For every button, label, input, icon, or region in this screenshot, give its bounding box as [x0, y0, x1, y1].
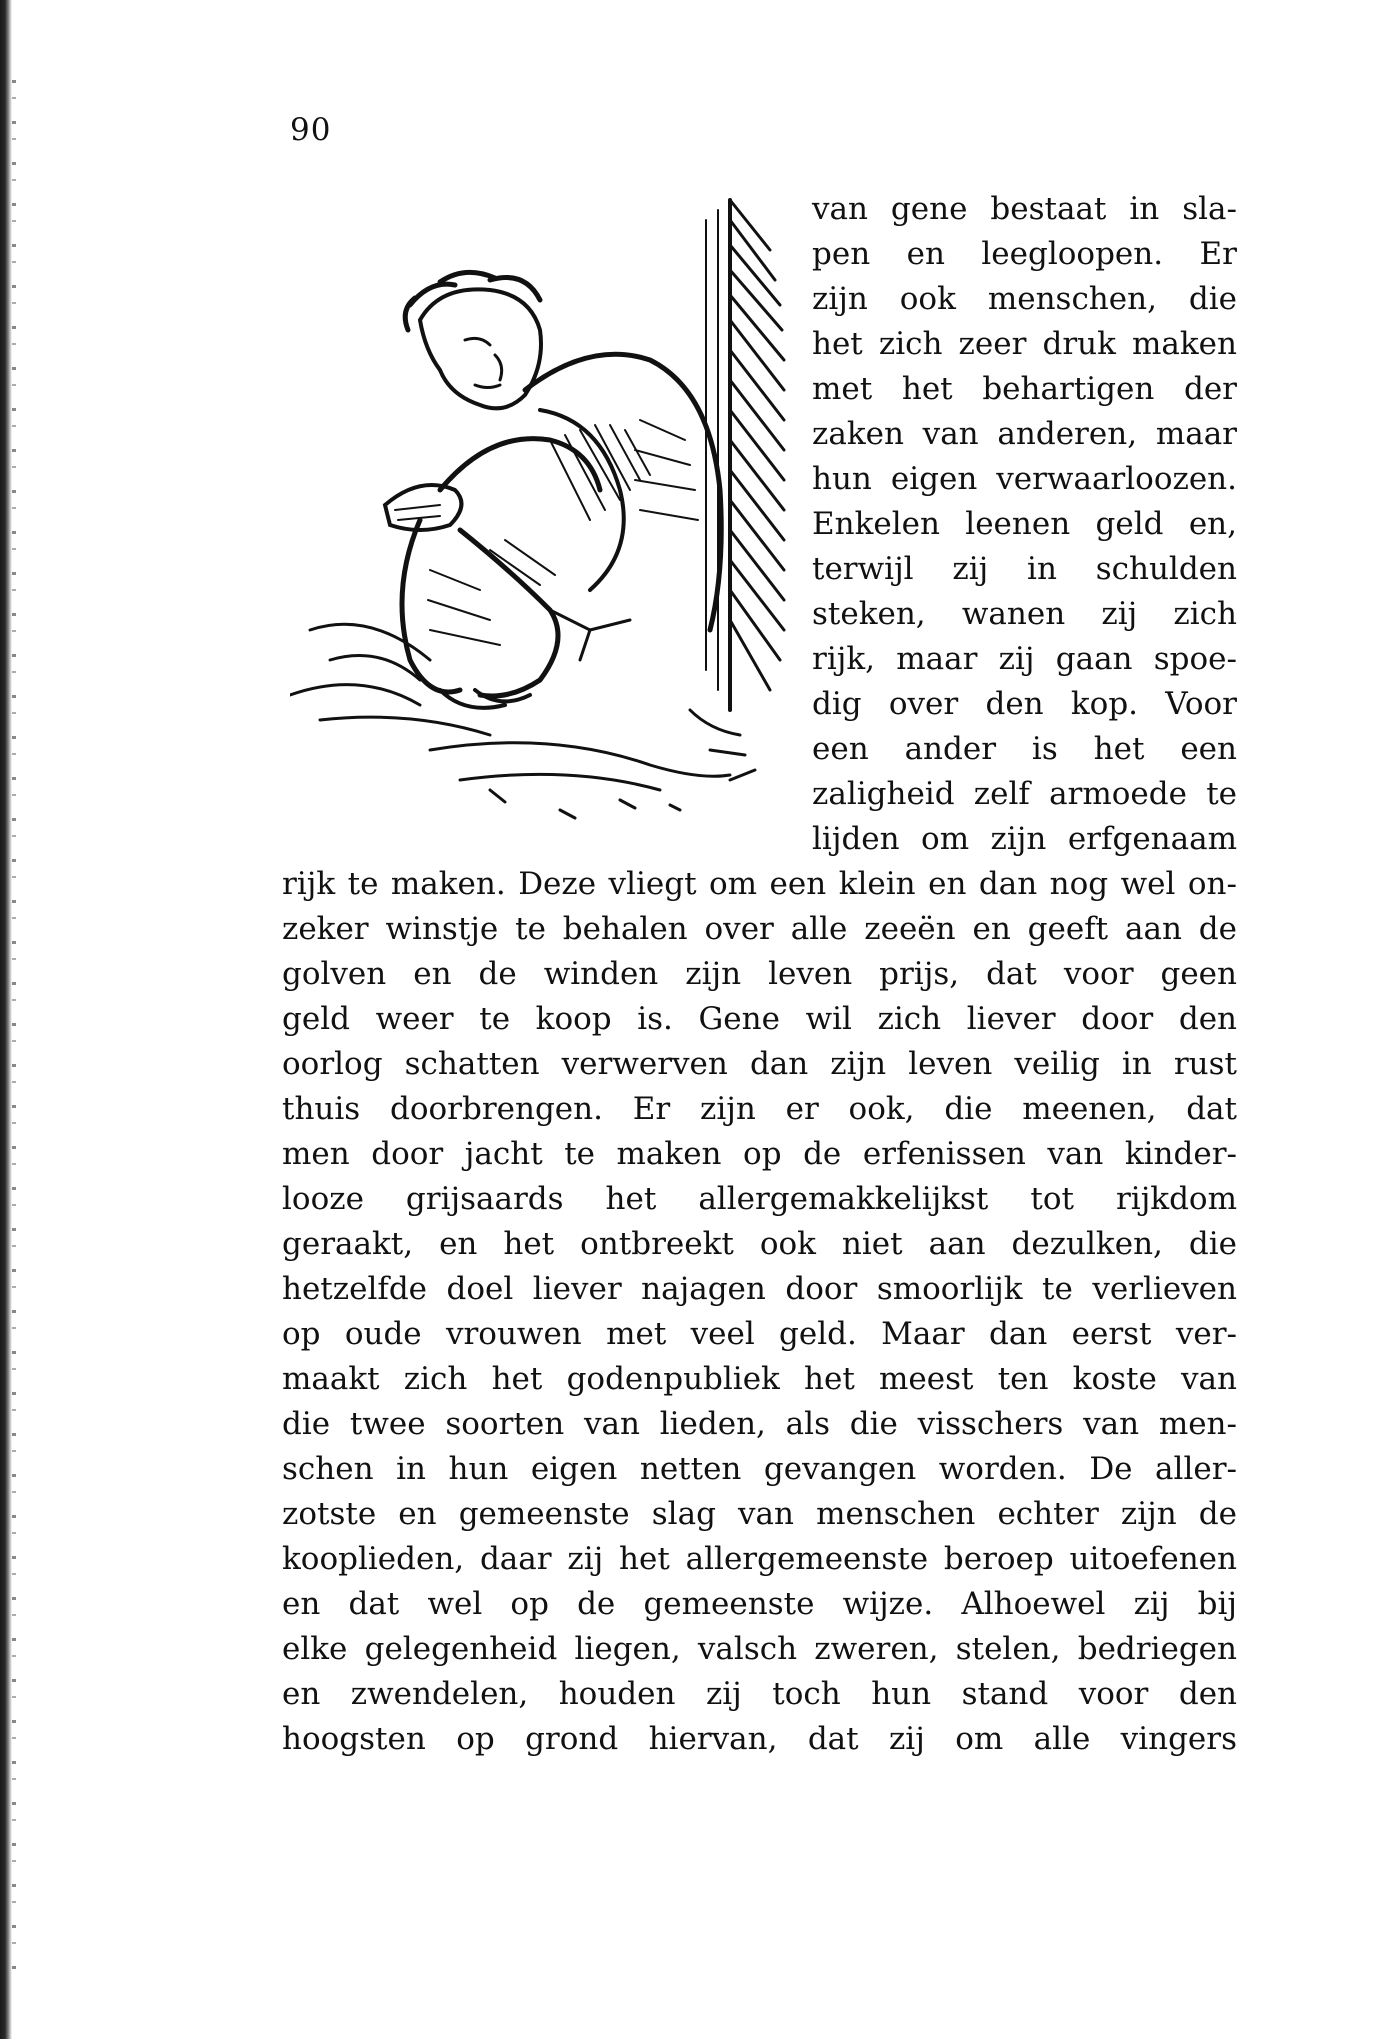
- text-line: rijk te maken. Deze vliegt om een klein en dan nog wel on-: [282, 866, 1237, 902]
- text-line: op oude vrouwen met veel geld. Maar dan eerst ver-: [282, 1316, 1237, 1352]
- page-number: 90: [290, 112, 332, 148]
- text-line: pen en leegloopen. Er: [812, 236, 1237, 272]
- text-line: terwijl zij in schulden: [812, 551, 1237, 587]
- text-line: hun eigen verwaarloozen.: [812, 461, 1237, 497]
- text-line: hetzelfde doel liever najagen door smoorlijk te verlieven: [282, 1271, 1237, 1307]
- text-line: van gene bestaat in sla-: [812, 191, 1237, 227]
- text-line: golven en de winden zijn leven prijs, dat voor geen: [282, 956, 1237, 992]
- text-line: zeker winstje te behalen over alle zeeën en geeft aan de: [282, 911, 1237, 947]
- text-line: rijk, maar zij gaan spoe-: [812, 641, 1237, 677]
- text-line: elke gelegenheid liegen, valsch zweren, stelen, bedriegen: [282, 1631, 1237, 1667]
- text-line: lijden om zijn erfgenaam: [812, 821, 1237, 857]
- text-line: zotste en gemeenste slag van menschen echter zijn de: [282, 1496, 1237, 1532]
- text-line: looze grijsaards het allergemakkelijkst tot rijkdom: [282, 1181, 1237, 1217]
- text-line: geraakt, en het ontbreekt ook niet aan dezulken, die: [282, 1226, 1237, 1262]
- text-line: het zich zeer druk maken: [812, 326, 1237, 362]
- scan-edge: [0, 0, 12, 2039]
- text-line: zaligheid zelf armoede te: [812, 776, 1237, 812]
- text-line: men door jacht te maken op de erfenissen van kinder-: [282, 1136, 1237, 1172]
- woodcut-seated-figure-icon: [290, 190, 800, 830]
- text-line: steken, wanen zij zich: [812, 596, 1237, 632]
- text-line: hoogsten op grond hiervan, dat zij om alle vingers: [282, 1721, 1237, 1757]
- text-line: met het behartigen der: [812, 371, 1237, 407]
- text-line: thuis doorbrengen. Er zijn er ook, die meenen, dat: [282, 1091, 1237, 1127]
- text-line: geld weer te koop is. Gene wil zich liever door den: [282, 1001, 1237, 1037]
- text-line: oorlog schatten verwerven dan zijn leven veilig in rust: [282, 1046, 1237, 1082]
- text-line: zaken van anderen, maar: [812, 416, 1237, 452]
- text-line: en dat wel op de gemeenste wijze. Alhoewel zij bij: [282, 1586, 1237, 1622]
- text-line: dig over den kop. Voor: [812, 686, 1237, 722]
- text-line: en zwendelen, houden zij toch hun stand voor den: [282, 1676, 1237, 1712]
- text-line: schen in hun eigen netten gevangen worden. De aller-: [282, 1451, 1237, 1487]
- text-line: kooplieden, daar zij het allergemeenste beroep uitoefenen: [282, 1541, 1237, 1577]
- text-line: die twee soorten van lieden, als die visschers van men-: [282, 1406, 1237, 1442]
- text-line: een ander is het een: [812, 731, 1237, 767]
- text-line: Enkelen leenen geld en,: [812, 506, 1237, 542]
- text-line: zijn ook menschen, die: [812, 281, 1237, 317]
- scan-edge-specks: [12, 80, 16, 1980]
- text-line: maakt zich het godenpubliek het meest ten koste van: [282, 1361, 1237, 1397]
